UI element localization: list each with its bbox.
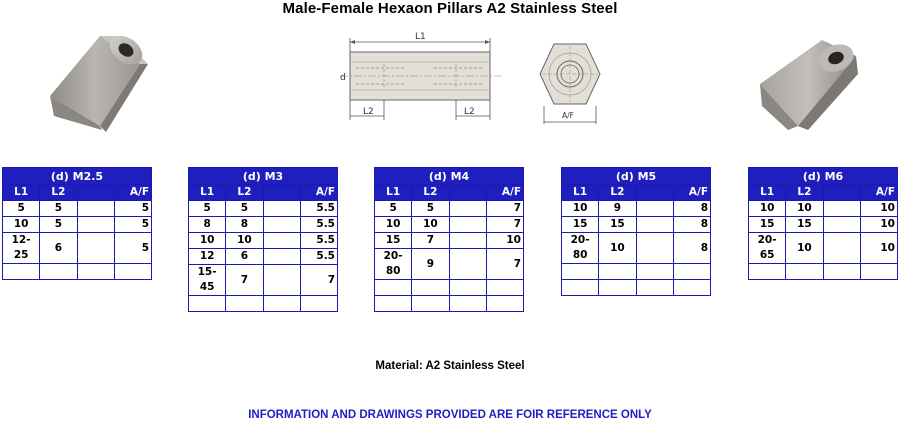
table-cell: 5 [375,201,412,217]
column-header: A/F [673,185,710,201]
table-cell: 8 [673,233,710,264]
table-row [189,217,338,233]
table-cell [823,201,860,217]
column-header: L1 [562,185,599,201]
table-row [562,280,711,296]
table-header-row [749,168,898,185]
table-cell [673,280,710,296]
table-title: (d) M4 [375,168,524,185]
table-cell [562,280,599,296]
table-cell [263,217,300,233]
table-row [3,233,152,264]
table-cell: 10 [412,217,449,233]
table-cell: 15 [562,217,599,233]
table-cell: 6 [226,249,263,265]
spec-table-m2-5 [2,167,152,280]
table-cell: 8 [673,217,710,233]
column-header: L2 [599,185,636,201]
table-row [562,264,711,280]
table-cell: 20-80 [562,233,599,264]
table-row [375,217,524,233]
page-title: Male-Female Hexaon Pillars A2 Stainless Steel [282,0,618,17]
table-cell [449,201,486,217]
table-row [189,233,338,249]
table-header-row [562,168,711,185]
table-cell: 7 [300,265,337,296]
table-cell [636,280,673,296]
table-row [749,264,898,280]
table-cell [189,296,226,312]
table-cell [412,296,449,312]
table-cell: 7 [486,249,523,280]
table-cell [449,296,486,312]
table-cell [599,264,636,280]
table-cell: 5 [40,201,77,217]
column-header: A/F [300,185,337,201]
table-cell [263,296,300,312]
column-header [823,185,860,201]
table-row [375,280,524,296]
column-header [263,185,300,201]
column-header: L2 [226,185,263,201]
table-title: (d) M5 [562,168,711,185]
table-cell [263,201,300,217]
table-cell: 6 [40,233,77,264]
table-row [562,201,711,217]
table-cell: 5 [114,201,151,217]
material-note: Material: A2 Stainless Steel [375,360,525,372]
table-cell: 12 [189,249,226,265]
table-cell [636,233,673,264]
table-cell: 5 [114,233,151,264]
table-cell [263,265,300,296]
hex-pillar-left-image [40,28,152,138]
table-row [562,233,711,264]
table-cell [300,296,337,312]
table-row [749,233,898,264]
table-cell [114,264,151,280]
table-cell [77,264,114,280]
table-row [3,201,152,217]
table-cell: 9 [599,201,636,217]
table-cell: 5 [114,217,151,233]
table-cell: 7 [486,201,523,217]
table-cell [40,264,77,280]
column-header-row [3,185,152,201]
table-cell [77,217,114,233]
table-cell [449,280,486,296]
table-row [375,201,524,217]
table-cell [823,264,860,280]
dim-overall-label: L1 [415,32,426,42]
table-cell: 15 [786,217,823,233]
table-cell: 12-25 [3,233,40,264]
table-cell [636,217,673,233]
table-cell: 10 [189,233,226,249]
table-cell: 5.5 [300,217,337,233]
column-header [449,185,486,201]
spec-table-m6 [748,167,898,280]
table-cell: 10 [749,201,786,217]
table-cell: 10 [375,217,412,233]
table-cell: 5.5 [300,249,337,265]
table-cell: 10 [860,233,897,264]
column-header: L1 [375,185,412,201]
table-cell [786,264,823,280]
table-cell: 15 [375,233,412,249]
column-header-row [189,185,338,201]
table-cell [412,280,449,296]
table-cell: 7 [226,265,263,296]
table-cell [823,233,860,264]
table-cell: 5.5 [300,201,337,217]
table-cell: 10 [599,233,636,264]
spec-table-m4 [374,167,524,312]
table-row [3,264,152,280]
spec-table-m5 [561,167,711,296]
table-cell: 15-45 [189,265,226,296]
column-header: L2 [412,185,449,201]
table-cell: 8 [189,217,226,233]
table-cell: 15 [599,217,636,233]
table-cell: 10 [562,201,599,217]
table-row [562,217,711,233]
column-header: L1 [189,185,226,201]
table-cell [673,264,710,280]
column-header-row [375,185,524,201]
table-cell [486,296,523,312]
column-header: L2 [786,185,823,201]
table-cell [486,280,523,296]
table-cell: 10 [226,233,263,249]
table-row [375,249,524,280]
table-title: (d) M6 [749,168,898,185]
dim-right-label: L2 [464,107,475,117]
dim-diameter-label: d [340,73,346,83]
table-cell: 20-80 [375,249,412,280]
table-title: (d) M2.5 [3,168,152,185]
table-cell: 10 [786,233,823,264]
table-row [375,296,524,312]
table-cell [749,264,786,280]
table-cell [636,264,673,280]
table-cell [562,264,599,280]
column-header: L1 [3,185,40,201]
table-cell [599,280,636,296]
column-header-row [749,185,898,201]
table-header-row [375,168,524,185]
table-cell [77,233,114,264]
table-cell [375,296,412,312]
table-cell: 8 [673,201,710,217]
dim-across-flats-label: A/F [562,111,574,120]
dim-left-label: L2 [363,107,374,117]
table-row [749,201,898,217]
column-header-row [562,185,711,201]
table-cell [263,233,300,249]
table-cell [449,249,486,280]
table-header-row [3,168,152,185]
table-cell: 10 [860,217,897,233]
table-cell: 10 [486,233,523,249]
table-row [375,233,524,249]
table-cell [636,201,673,217]
column-header: L1 [749,185,786,201]
table-cell: 5.5 [300,233,337,249]
spec-table-m3 [188,167,338,312]
hex-pillar-right-image [752,34,864,134]
table-cell: 10 [786,201,823,217]
table-cell [263,249,300,265]
table-cell: 15 [749,217,786,233]
table-cell: 7 [486,217,523,233]
table-row [749,217,898,233]
table-cell [375,280,412,296]
table-row [189,201,338,217]
table-cell [823,217,860,233]
column-header [636,185,673,201]
end-view-drawing [538,40,602,126]
column-header: L2 [40,185,77,201]
table-cell: 8 [226,217,263,233]
table-cell: 20-65 [749,233,786,264]
side-view-drawing [340,28,502,124]
table-row [189,265,338,296]
table-cell: 5 [40,217,77,233]
column-header [77,185,114,201]
table-row [189,296,338,312]
reference-notice: INFORMATION AND DRAWINGS PROVIDED ARE FOIR REFERENCE ONLY [248,409,652,421]
column-header: A/F [860,185,897,201]
table-title: (d) M3 [189,168,338,185]
table-cell [860,264,897,280]
table-cell: 5 [226,201,263,217]
table-row [189,249,338,265]
table-cell: 9 [412,249,449,280]
table-cell: 10 [860,201,897,217]
table-cell: 5 [189,201,226,217]
table-cell [449,233,486,249]
table-cell: 7 [412,233,449,249]
table-cell: 5 [3,201,40,217]
table-header-row [189,168,338,185]
table-cell [3,264,40,280]
column-header: A/F [486,185,523,201]
table-row [3,217,152,233]
table-cell: 10 [3,217,40,233]
column-header: A/F [114,185,151,201]
table-cell [226,296,263,312]
table-cell: 5 [412,201,449,217]
table-cell [449,217,486,233]
table-cell [77,201,114,217]
